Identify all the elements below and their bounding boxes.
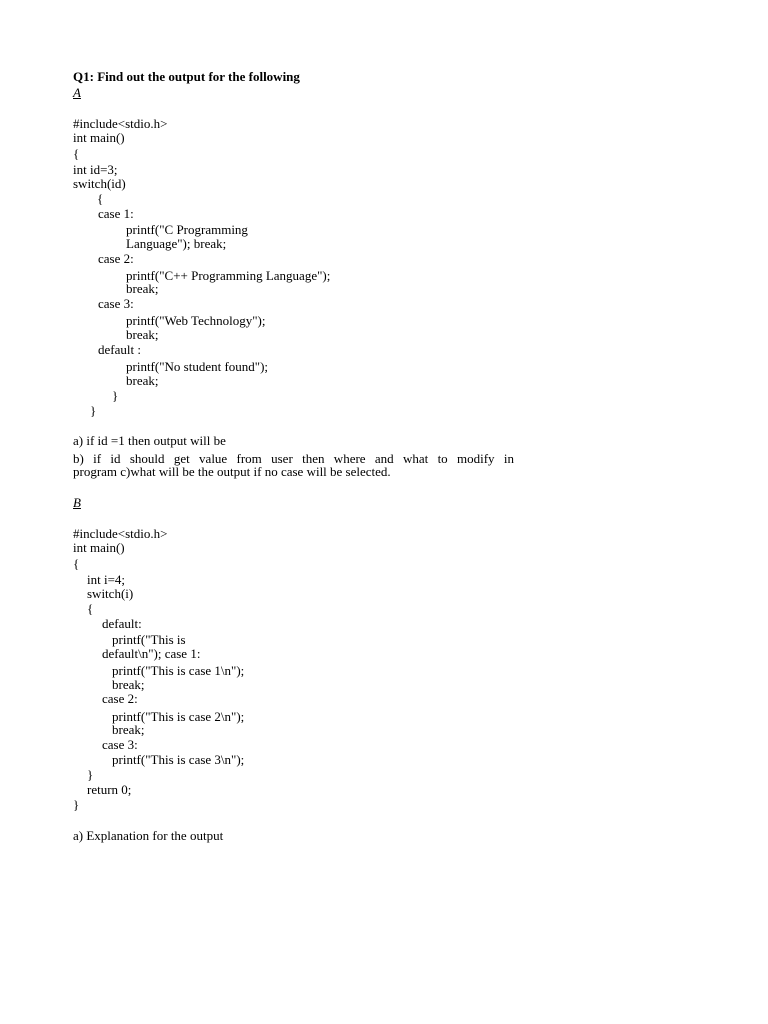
code-line: int main()	[73, 540, 125, 555]
code-line: break;	[112, 722, 145, 737]
section-a-question-b-line1: b) if id should get value from user then where and what to modify in	[73, 451, 514, 466]
section-a-label: A	[73, 85, 81, 100]
code-line: return 0;	[87, 782, 132, 797]
code-line: case 2:	[102, 691, 138, 706]
section-b-label: B	[73, 495, 81, 510]
code-line: printf("This is	[112, 632, 186, 647]
code-line: printf("This is case 3\n");	[112, 752, 245, 767]
code-line: case 2:	[98, 251, 134, 266]
code-line: printf("C++ Programming Language");	[126, 268, 331, 283]
code-line: default :	[98, 342, 141, 357]
code-line: break;	[126, 281, 159, 296]
code-line: break;	[112, 677, 145, 692]
code-line: case 1:	[98, 206, 134, 221]
section-a-question-b-line2: program c)what will be the output if no case will be selected.	[73, 464, 391, 479]
code-line: printf("C Programming	[126, 222, 248, 237]
code-line: printf("Web Technology");	[126, 313, 266, 328]
section-a-question-a: a) if id =1 then output will be	[73, 433, 226, 448]
section-b-question-a: a) Explanation for the output	[73, 828, 224, 843]
code-line: printf("This is case 2\n");	[112, 709, 245, 724]
code-line: #include<stdio.h>	[73, 526, 168, 541]
code-line: switch(id)	[73, 176, 126, 191]
code-line: int main()	[73, 130, 125, 145]
code-line: {	[97, 191, 104, 206]
code-line: }	[90, 403, 97, 418]
code-line: printf("No student found");	[126, 359, 269, 374]
code-line: }	[87, 767, 94, 782]
code-line: break;	[126, 373, 159, 388]
code-line: }	[112, 388, 119, 403]
code-line: {	[87, 601, 94, 616]
code-line: {	[73, 146, 80, 161]
code-line: case 3:	[98, 296, 134, 311]
code-line: {	[73, 556, 80, 571]
code-line: Language"); break;	[126, 236, 227, 251]
code-line: default:	[102, 616, 142, 631]
code-line: #include<stdio.h>	[73, 116, 168, 131]
code-line: printf("This is case 1\n");	[112, 663, 245, 678]
code-line: }	[73, 797, 80, 812]
code-line: int i=4;	[87, 572, 126, 587]
question-title: Q1: Find out the output for the following	[73, 69, 300, 84]
code-line: break;	[126, 327, 159, 342]
code-line: switch(i)	[87, 586, 134, 601]
code-line: int id=3;	[73, 162, 118, 177]
code-line: default\n"); case 1:	[102, 646, 201, 661]
code-line: case 3:	[102, 737, 138, 752]
